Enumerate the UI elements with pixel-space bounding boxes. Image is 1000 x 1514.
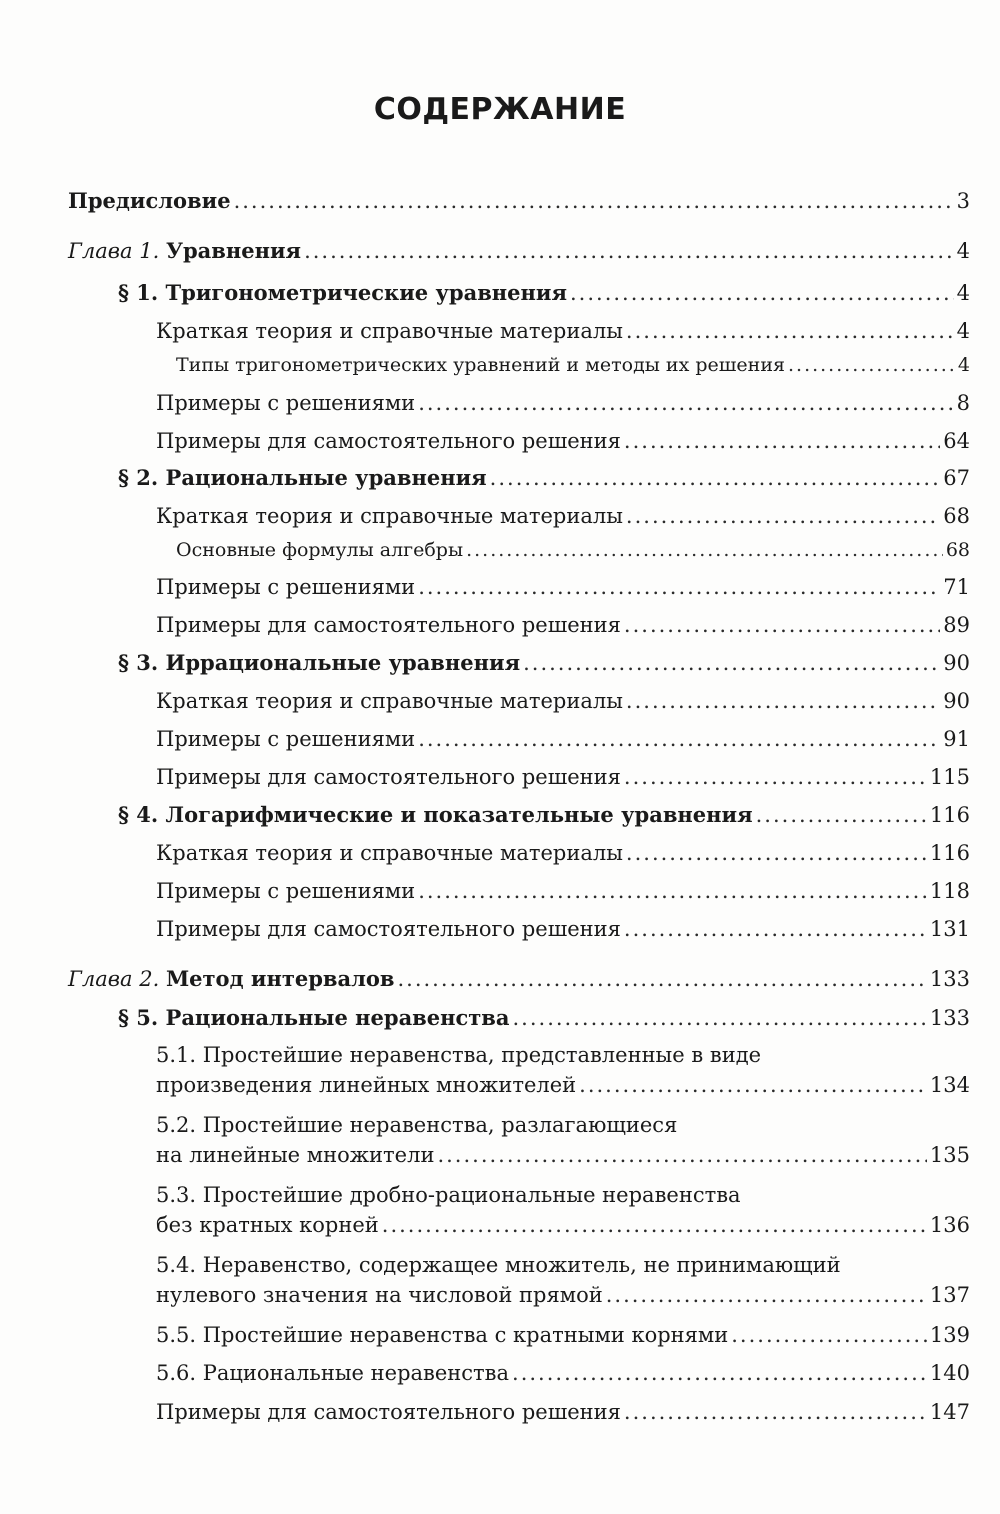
toc-entry-subsection[interactable] [156,914,970,944]
leader-dots [626,838,927,868]
toc-page-number: 90 [943,651,970,675]
toc-entry-subsection[interactable] [156,1180,970,1240]
toc-page-number: 133 [929,967,970,991]
toc-label: Примеры для самостоятельного решения [156,765,621,789]
toc-page-number: 4 [956,239,970,263]
leader-dots [606,1280,927,1310]
toc-entry-chapter[interactable] [68,236,970,266]
toc-page-number: 8 [956,391,970,415]
toc-label: 5.6. Рациональные неравенства [156,1361,510,1385]
toc-page-number: 4 [956,319,970,343]
toc-label: § 4. Логарифмические и показательные уравнения [118,802,753,827]
toc-label: Примеры с решениями [156,727,416,751]
leader-dots [731,1320,927,1350]
leader-dots [624,426,940,456]
leader-dots [756,800,927,830]
toc-label: Уравнения [165,238,302,263]
toc-entry-section[interactable] [118,648,970,678]
toc-page-number: 64 [943,429,970,453]
toc-page-number: 4 [957,354,970,376]
leader-dots [418,388,953,418]
leader-dots [626,316,954,346]
leader-dots [624,914,927,944]
toc-entry-subsection[interactable] [156,316,970,346]
toc-label: Примеры с решениями [156,391,416,415]
toc-entry-item[interactable] [176,535,970,565]
leader-dots [788,350,955,380]
toc-label: Примеры для самостоятельного решения [156,613,621,637]
toc-entry-subsection[interactable] [156,426,970,456]
toc-label: без кратных корней [156,1213,379,1237]
toc-label: Примеры с решениями [156,575,416,599]
toc-page-number: 135 [929,1143,970,1167]
leader-dots [382,1210,927,1240]
leader-dots [624,762,927,792]
toc-label: Метод интервалов [165,966,395,991]
leader-dots [513,1003,927,1033]
toc-entry-subsection[interactable] [156,1320,970,1350]
toc-page-number: 4 [956,281,970,305]
toc-page-number: 133 [929,1006,970,1030]
toc-page-number: 115 [929,765,970,789]
toc-label: 5.5. Простейшие неравенства с кратными корнями [156,1323,729,1347]
leader-dots [397,964,926,994]
toc-label: произведения линейных множителей [156,1073,577,1097]
toc-page-number: 134 [929,1073,970,1097]
leader-dots [523,648,940,678]
leader-dots [626,501,940,531]
leader-dots [304,236,954,266]
toc-entry-subsection[interactable] [156,838,970,868]
leader-dots [490,463,941,493]
toc-label: Основные формулы алгебры [176,539,464,561]
toc-page-number: 3 [956,189,970,213]
toc-page-number: 131 [929,917,970,941]
page-title: СОДЕРЖАНИЕ [373,92,627,127]
toc-entry-section[interactable] [118,1003,970,1033]
toc-entry-preface[interactable] [68,186,970,216]
leader-dots [418,572,940,602]
toc-entry-section[interactable] [118,463,970,493]
toc-entry-subsection[interactable] [156,501,970,531]
toc-entry-subsection[interactable] [156,762,970,792]
toc-page-number: 140 [929,1361,970,1385]
toc-label: Краткая теория и справочные материалы [156,841,623,865]
leader-dots [624,610,940,640]
leader-dots [579,1070,927,1100]
leader-dots [626,686,940,716]
toc-entry-subsection[interactable] [156,1040,970,1100]
toc-label: нулевого значения на числовой прямой [156,1283,603,1307]
toc-label-first-line: 5.2. Простейшие неравенства, разлагающиеся [156,1113,678,1137]
toc-label: на линейные множители [156,1143,435,1167]
leader-dots [437,1140,926,1170]
toc-label: Краткая теория и справочные материалы [156,504,623,528]
toc-label-first-line: 5.4. Неравенство, содержащее множитель, не принимающий [156,1253,841,1277]
toc-label: Примеры для самостоятельного решения [156,917,621,941]
toc-entry-subsection[interactable] [156,572,970,602]
toc-entry-subsection[interactable] [156,388,970,418]
chapter-prefix: Глава 1. [68,239,166,263]
toc-page-number: 68 [943,504,970,528]
toc-entry-subsection[interactable] [156,1358,970,1388]
chapter-prefix: Глава 2. [68,967,166,991]
toc-entry-subsection[interactable] [156,876,970,906]
leader-dots [234,186,954,216]
toc-label: Типы тригонометрических уравнений и методы их решения [176,354,785,376]
toc-entry-subsection[interactable] [156,686,970,716]
toc-label-first-line: 5.1. Простейшие неравенства, представленные в виде [156,1043,762,1067]
toc-entry-section[interactable] [118,278,970,308]
toc-entry-subsection[interactable] [156,1110,970,1170]
toc-page-number: 137 [929,1283,970,1307]
leader-dots [418,724,940,754]
toc-label: § 1. Тригонометрические уравнения [118,280,567,305]
toc-page-number: 71 [943,575,970,599]
toc-page-number: 68 [945,539,970,561]
toc-entry-subsection[interactable] [156,1397,970,1427]
toc-label: § 3. Иррациональные уравнения [118,650,521,675]
leader-dots [570,278,954,308]
toc-entry-chapter[interactable] [68,964,970,994]
leader-dots [466,535,943,565]
toc-page-number: 139 [929,1323,970,1347]
toc-label: Примеры для самостоятельного решения [156,1400,621,1424]
toc-page-number: 147 [929,1400,970,1424]
toc-page-number: 67 [943,466,970,490]
toc-label: Предисловие [68,188,231,213]
toc-label: Краткая теория и справочные материалы [156,689,623,713]
toc-page-number: 91 [943,727,970,751]
toc-label: Краткая теория и справочные материалы [156,319,623,343]
toc-page-number: 89 [943,613,970,637]
toc-entry-subsection[interactable] [156,610,970,640]
toc-page-number: 116 [929,803,970,827]
toc-page-number: 118 [929,879,970,903]
toc-entry-subsection[interactable] [156,724,970,754]
toc-page-number: 116 [929,841,970,865]
toc-entry-subsection[interactable] [156,1250,970,1310]
toc-page-number: 90 [943,689,970,713]
toc-label: § 2. Рациональные уравнения [118,465,487,490]
leader-dots [512,1358,927,1388]
toc-entry-section[interactable] [118,800,970,830]
toc-label: Примеры для самостоятельного решения [156,429,621,453]
leader-dots [418,876,927,906]
toc-page-number: 136 [929,1213,970,1237]
leader-dots [624,1397,927,1427]
toc-label-first-line: 5.3. Простейшие дробно-рациональные неравенства [156,1183,741,1207]
toc-label: Примеры с решениями [156,879,416,903]
toc-entry-item[interactable] [176,350,970,380]
toc-label: § 5. Рациональные неравенства [118,1005,510,1030]
